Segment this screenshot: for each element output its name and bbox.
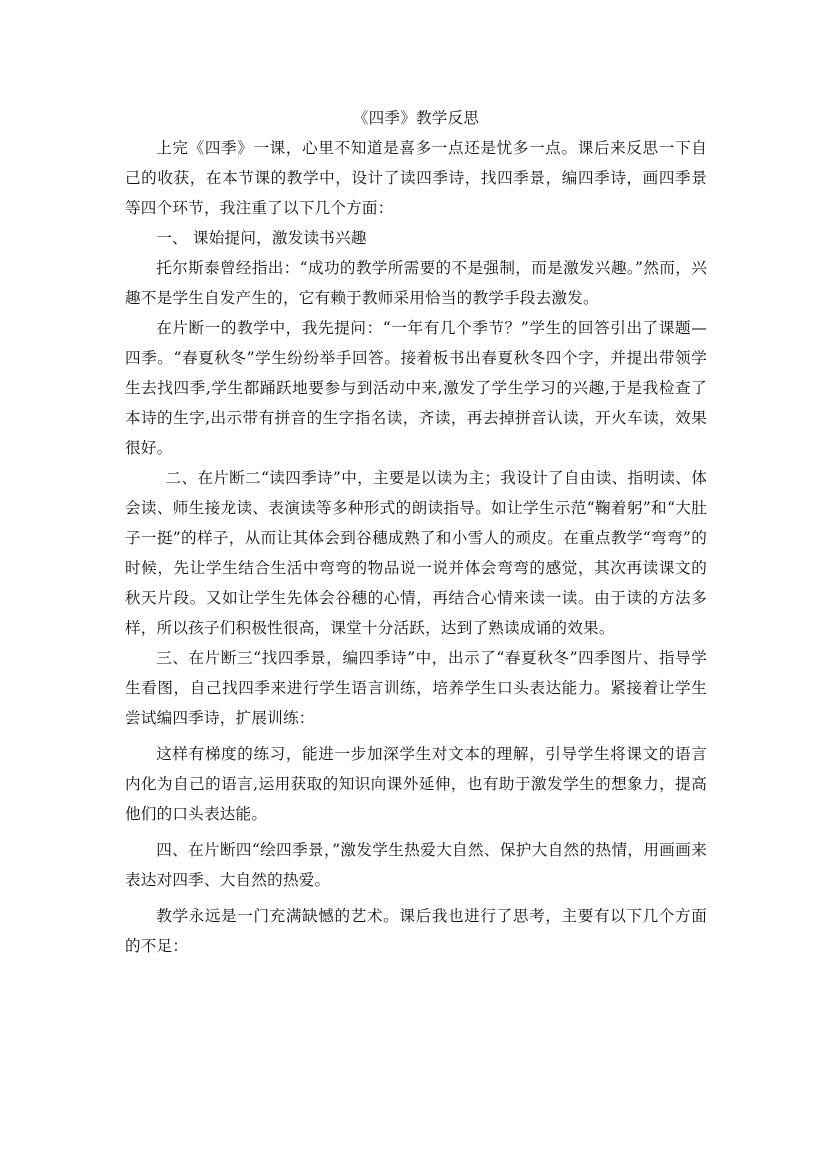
paragraph-tolstoy-quote: 托尔斯泰曾经指出：“成功的教学所需要的不是强制，而是激发兴趣。”然而，兴趣不是学生自发产生的，它有赖于教师采用恰当的教学手段去激发。 (125, 259, 707, 307)
paragraph-intro: 上完《四季》一课，心里不知道是喜多一点还是忧多一点。课后来反思一下自己的收获，在本节课的教学中，设计了读四季诗，找四季景，编四季诗，画四季景等四个环节，我注重了以下几个方面： (125, 139, 707, 217)
document-body (125, 103, 707, 961)
paragraph-segment-three: 三、在片断三“找四季景，编四季诗”中，出示了“春夏秋冬”四季图片、指导学生看图，自己找四季来进行学生语言训练，培养学生口头表达能力。紧接着让学生尝试编四季诗，扩展训练： (125, 649, 707, 727)
paragraph-segment-two: 二、在片断二“读四季诗”中，主要是以读为主；我设计了自由读、指明读、体会读、师生接龙读、表演读等多种形式的朗读指导。如让学生示范“鞠着躬”和“大肚子一挺”的样子，从而让其体会到谷穗成熟了和小雪人的顽皮。在重点教学“弯弯”的时候，先让学生结合生活中弯弯的物品说一说并体会弯弯的感觉，其次再读课文的秋天片段。又如让学生先体会谷穗的心情，再结合心情来读一读。由于读的方法多样，所以孩子们积极性很高，课堂十分活跃，达到了熟读成诵的效果。 (125, 469, 707, 637)
paragraph-gradient-practice: 这样有梯度的练习，能进一步加深学生对文本的理解，引导学生将课文的语言内化为自己的语言,运用获取的知识向课外延伸，也有助于激发学生的想象力，提高他们的口头表达能。 (125, 745, 707, 823)
paragraph-shortcomings: 教学永远是一门充满缺憾的艺术。课后我也进行了思考，主要有以下几个方面的不足： (125, 907, 707, 955)
paragraph-segment-four: 四、在片断四“绘四季景，”激发学生热爱大自然、保护大自然的热情，用画画来表达对四季、大自然的热爱。 (125, 841, 707, 889)
section-heading-1: 一、 课始提问，激发读书兴趣 (156, 229, 367, 247)
paragraph-segment-one: 在片断一的教学中，我先提问：“一年有几个季节？”学生的回答引出了课题—四季。“春夏秋冬”学生纷纷举手回答。接着板书出春夏秋冬四个字，并提出带领学生去找四季,学生都踊跃地要参与到活动中来,激发了学生学习的兴趣,于是我检查了本诗的生字,出示带有拼音的生字指名读，齐读，再去掉拼音认读，开火车读，效果很好。 (125, 319, 707, 457)
document-title: 《四季》教学反思 (352, 109, 480, 127)
